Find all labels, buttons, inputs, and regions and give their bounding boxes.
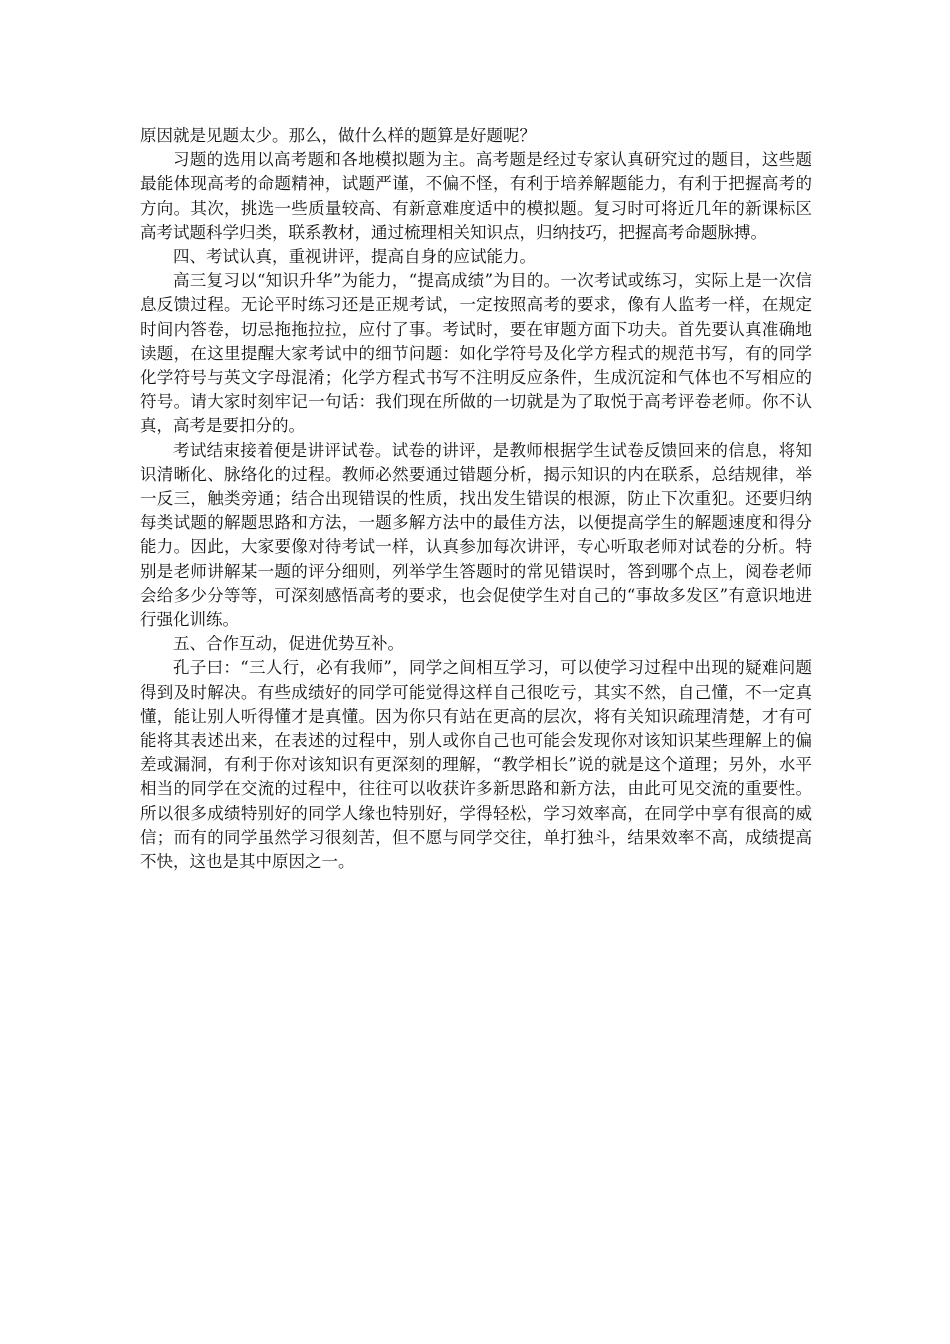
paragraph: 孔子曰：“三人行，必有我师”，同学之间相互学习，可以使学习过程中出现的疑难问题得到及时解决。有些成绩好的同学可能觉得这样自己很吃亏，其实不然，自己懂，不一定真懂，能让别人听得懂才是真懂。因为你只有站在更高的层次，将有关知识疏理清楚，才有可能将其表述出来，在表述的过程中，别人或你自己也可能会发现你对该知识某些理解上的偏差或漏洞，有利于你对该知识有更深刻的理解，“教学相长”说的就是这个道理；另外，水平相当的同学在交流的过程中，往往可以收获许多新思路和新方法，由此可见交流的重要性。所以很多成绩特别好的同学人缘也特别好，学得轻松，学习效率高，在同学中享有很高的威信；而有的同学虽然学习很刻苦，但不愿与同学交往，单打独斗，结果效率不高，成绩提高不快，这也是其中原因之一。 [140,658,812,872]
paragraph: 高三复习以“知识升华”为能力，“提高成绩”为目的。一次考试或练习，实际上是一次信息反馈过程。无论平时练习还是正规考试，一定按照高考的要求，像有人监考一样，在规定时间内答卷，切忌拖拖拉拉，应付了事。考试时，要在审题方面下功夫。首先要认真准确地读题，在这里提醒大家考试中的细节问题：如化学符号及化学方程式的规范书写，有的同学化学符号与英文字母混淆；化学方程式书写不注明反应条件，生成沉淀和气体也不写相应的符号。请大家时刻牢记一句话：我们现在所做的一切就是为了取悦于高考评卷老师。你不认真，高考是要扣分的。 [140,271,812,436]
section-heading: 五、合作互动，促进优势互补。 [173,634,404,654]
document-body [140,124,812,874]
paragraph: 习题的选用以高考题和各地模拟题为主。高考题是经过专家认真研究过的题目，这些题最能体现高考的命题精神，试题严谨，不偏不怪，有利于培养解题能力，有利于把握高考的方向。其次，挑选一些质量较高、有新意难度适中的模拟题。复习时可将近几年的新课标区高考试题科学归类，联系教材，通过梳理相关知识点，归纳技巧，把握高考命题脉搏。 [140,150,812,242]
section-heading: 四、考试认真，重视讲评，提高自身的应试能力。 [173,247,536,267]
paragraph: 原因就是见题太少。那么，做什么样的题算是好题呢？ [140,126,536,145]
paragraph: 考试结束接着便是讲评试卷。试卷的讲评，是教师根据学生试卷反馈回来的信息，将知识清晰化、脉络化的过程。教师必然要通过错题分析，揭示知识的内在联系，总结规律，举一反三，触类旁通；结合出现错误的性质，找出发生错误的根源，防止下次重犯。还要归纳每类试题的解题思路和方法，一题多解方法中的最佳方法，以便提高学生的解题速度和得分能力。因此，大家要像对待考试一样，认真参加每次讲评，专心听取老师对试卷的分析。特别是老师讲解某一题的评分细则，列举学生答题时的常见错误时，答到哪个点上，阅卷老师会给多少分等等，可深刻感悟高考的要求，也会促使学生对自己的“事故多发区”有意识地进行强化训练。 [140,440,812,630]
